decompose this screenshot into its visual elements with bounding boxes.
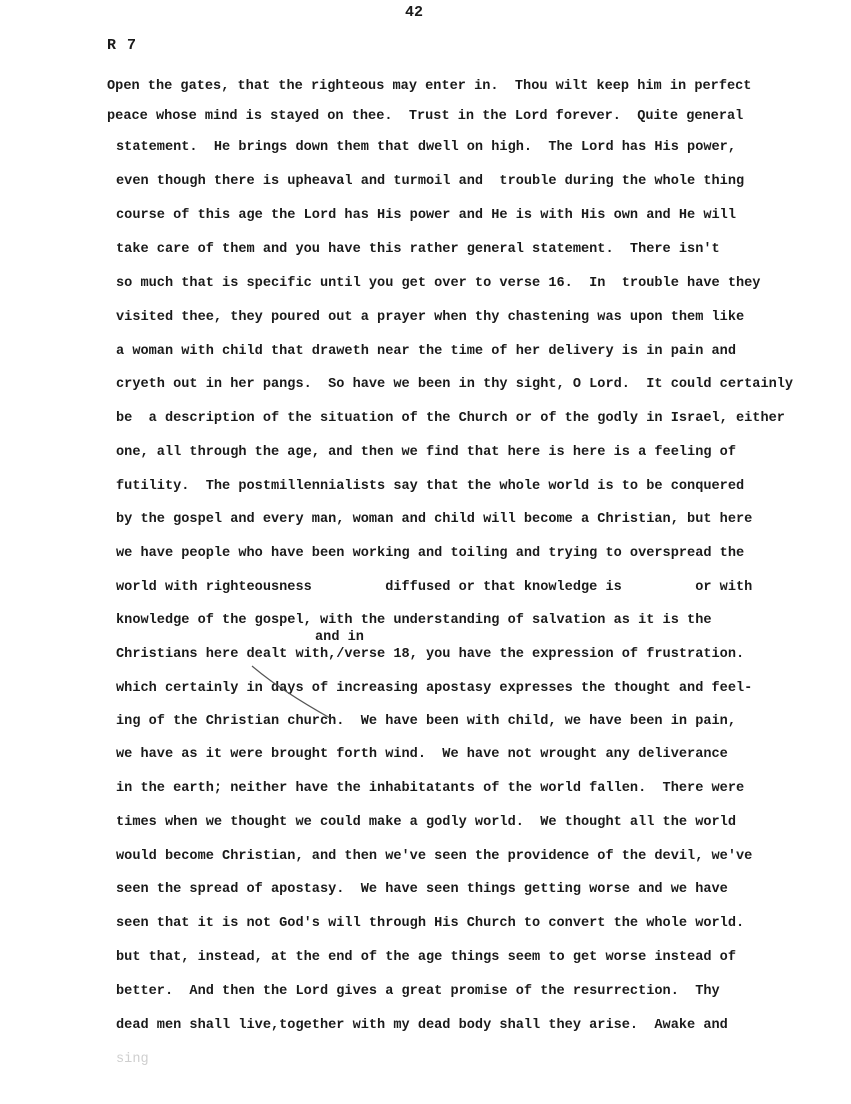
text-line: would become Christian, and then we've seen the providence of the devil, we've: [116, 849, 753, 864]
text-line: in the earth; neither have the inhabitatants of the world fallen. There were: [116, 781, 745, 796]
text-line: so much that is specific until you get over to verse 16. In trouble have they: [116, 276, 761, 291]
text-line: take care of them and you have this rather general statement. There isn't: [116, 242, 720, 257]
text-line: dead men shall live,together with my dead body shall they arise. Awake and: [116, 1018, 728, 1033]
text-line: cryeth out in her pangs. So have we been in thy sight, O Lord. It could certainly: [116, 377, 794, 392]
text-line: peace whose mind is stayed on thee. Trust in the Lord forever. Quite general: [107, 109, 744, 124]
text-line: by the gospel and every man, woman and child will become a Christian, but here: [116, 512, 753, 527]
section-reference: R 7: [107, 37, 138, 54]
text-line: visited thee, they poured out a prayer when thy chastening was upon them like: [116, 310, 745, 325]
faded-text-line: sing: [116, 1052, 149, 1067]
text-line: even though there is upheaval and turmoil and trouble during the whole thing: [116, 174, 745, 189]
text-line: seen that it is not God's will through His Church to convert the whole world.: [116, 916, 745, 931]
text-line: seen the spread of apostasy. We have seen things getting worse and we have: [116, 882, 728, 897]
text-line: Christians here dealt with,/verse 18, you have the expression of frustration.: [116, 647, 745, 662]
text-line: course of this age the Lord has His power and He is with His own and He will: [116, 208, 736, 223]
page-number: 42: [405, 4, 424, 21]
text-line: ing of the Christian church. We have been with child, we have been in pain,: [116, 714, 736, 729]
text-line: a woman with child that draweth near the time of her delivery is in pain and: [116, 344, 736, 359]
interlinear-insertion: and in: [315, 630, 364, 645]
text-line: we have people who have been working and toiling and trying to overspread the: [116, 546, 745, 561]
text-line: be a description of the situation of the Church or of the godly in Israel, either: [116, 411, 785, 426]
text-line: one, all through the age, and then we find that here is here is a feeling of: [116, 445, 736, 460]
text-line: better. And then the Lord gives a great promise of the resurrection. Thy: [116, 984, 720, 999]
text-line: we have as it were brought forth wind. We have not wrought any deliverance: [116, 747, 728, 762]
text-line: statement. He brings down them that dwell on high. The Lord has His power,: [116, 140, 736, 155]
text-line: futility. The postmillennialists say that the whole world is to be conquered: [116, 479, 745, 494]
text-line: but that, instead, at the end of the age things seem to get worse instead of: [116, 950, 736, 965]
text-line: world with righteousness diffused or that knowledge is or with: [116, 580, 753, 595]
text-line: Open the gates, that the righteous may enter in. Thou wilt keep him in perfect: [107, 79, 752, 94]
text-line: which certainly in days of increasing apostasy expresses the thought and feel-: [116, 681, 753, 696]
text-line: times when we thought we could make a godly world. We thought all the world: [116, 815, 736, 830]
text-line: knowledge of the gospel, with the understanding of salvation as it is the: [116, 613, 712, 628]
